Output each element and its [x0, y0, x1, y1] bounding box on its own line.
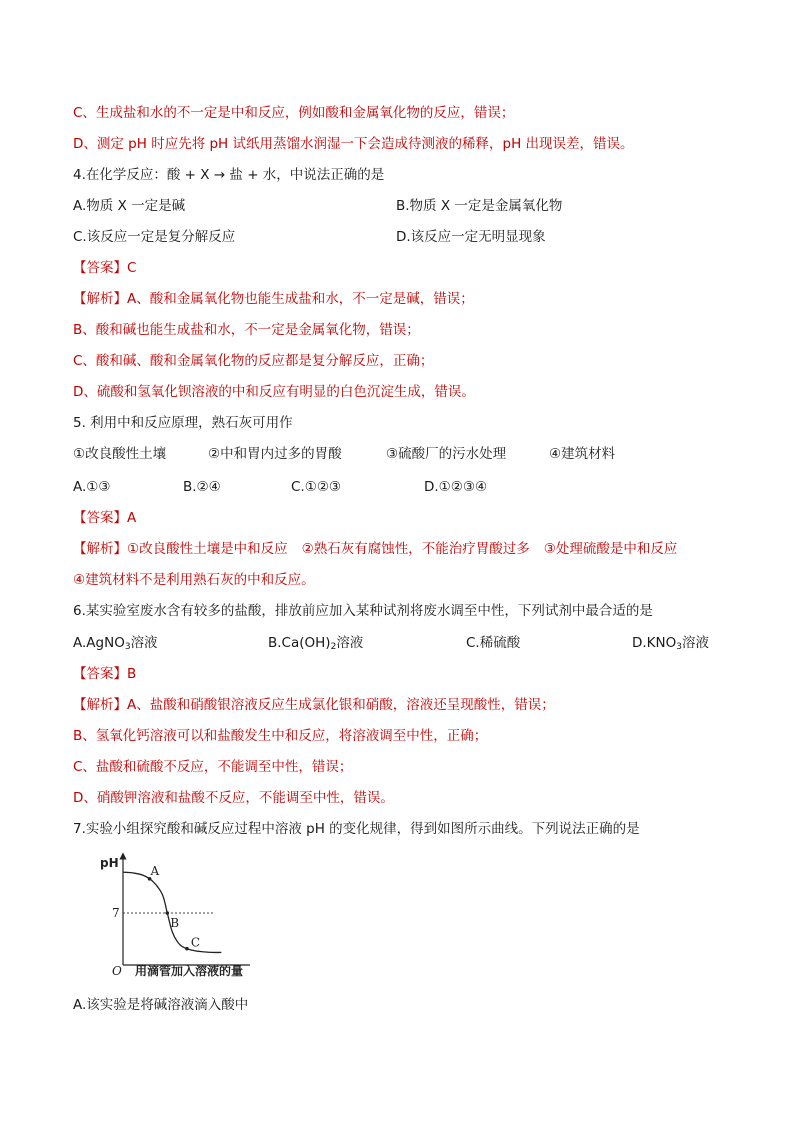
- curve-point-label-a: A: [150, 863, 160, 878]
- q4-analysis-a: [73, 290, 474, 308]
- q4-option-b: B.物质 X 一定是金属氧化物: [396, 198, 563, 214]
- option-text: A.AgNO: [73, 635, 125, 651]
- ph-curve-chart: [100, 850, 290, 980]
- analysis-text: A、盐酸和硝酸银溶液反应生成氯化银和硝酸，溶液还呈现酸性，错误；: [127, 697, 555, 713]
- curve-point-label-b: B: [170, 916, 180, 930]
- q5-analysis: [73, 540, 677, 558]
- q5-answer: [73, 509, 136, 527]
- y-axis-label: pH: [100, 856, 119, 870]
- q4-analysis-b: B、酸和碱也能生成盐和水，不一定是金属氧化物，错误；: [73, 322, 420, 338]
- q6-stem: 6.某实验室废水含有较多的盐酸，排放前应加入某种试剂将废水调至中性，下列试剂中最合适的是: [73, 603, 653, 619]
- q6-analysis-a: [73, 696, 555, 714]
- q6-analysis-d: D、硝酸钾溶液和盐酸不反应，不能调至中性，错误。: [73, 790, 394, 806]
- q4-option-c: C.该反应一定是复分解反应: [73, 229, 236, 245]
- q4-option-d: D.该反应一定无明显现象: [396, 229, 546, 245]
- q4-answer: [73, 259, 136, 277]
- q5-item-3: ③硫酸厂的污水处理: [386, 446, 507, 462]
- answer-value: B: [127, 666, 137, 682]
- q3-analysis-d: D、测定 pH 时应先将 pH 试纸用蒸馏水润湿一下会造成待测液的稀释，pH 出现误差，错误。: [73, 136, 634, 152]
- q5-item-1: ①改良酸性土壤: [73, 446, 167, 462]
- q5-option-c: C.①②③: [291, 479, 342, 495]
- q5-stem: 5. 利用中和反应原理，熟石灰可用作: [73, 415, 293, 431]
- answer-value: A: [127, 510, 137, 526]
- curve-point-c: [185, 947, 189, 951]
- curve-point-label-c: C: [190, 935, 201, 950]
- analysis-tag: 【解析】: [73, 697, 127, 713]
- q6-option-b: [268, 634, 363, 656]
- option-subscript: 3: [124, 642, 131, 652]
- q5-item-2: ②中和胃内过多的胃酸: [208, 446, 342, 462]
- option-text: 溶液: [130, 635, 158, 651]
- q6-answer: [73, 665, 136, 683]
- answer-tag: 【答案】: [73, 510, 127, 526]
- q4-option-a: A.物质 X 一定是碱: [73, 198, 186, 214]
- ph7-tick-label: 7: [112, 906, 120, 920]
- curve-point-b: [165, 911, 169, 915]
- option-subscript: 2: [330, 642, 337, 652]
- q5-item-4: ④建筑材料: [549, 446, 616, 462]
- q4-analysis-d: D、硫酸和氢氧化钡溶液的中和反应有明显的白色沉淀生成，错误。: [73, 384, 475, 400]
- q7-stem: 7.实验小组探究酸和碱反应过程中溶液 pH 的变化规律，得到如图所示曲线。下列说法正确的是: [73, 821, 640, 837]
- option-subscript: 3: [676, 642, 682, 652]
- answer-value: C: [127, 260, 137, 276]
- analysis-tag: 【解析】: [73, 541, 127, 557]
- q6-option-a: [73, 634, 158, 656]
- q5-option-b: B.②④: [183, 479, 221, 495]
- option-text: 溶液: [336, 635, 364, 651]
- q6-analysis-b: B、氢氧化钙溶液可以和盐酸发生中和反应，将溶液调至中性，正确；: [73, 728, 488, 744]
- analysis-item-3: ③处理硫酸是中和反应: [543, 541, 678, 557]
- q4-stem: 4.在化学反应：酸 + X → 盐 + 水，中说法正确的是: [73, 167, 385, 183]
- q5-option-a: A.①③: [73, 479, 111, 495]
- origin-label: O: [112, 964, 122, 978]
- analysis-item-1: ①改良酸性土壤是中和反应: [127, 541, 288, 557]
- q6-analysis-c: C、盐酸和硫酸不反应，不能调至中性，错误；: [73, 759, 353, 775]
- option-text: D.KNO: [632, 635, 677, 651]
- q3-analysis-c: C、生成盐和水的不一定是中和反应，例如酸和金属氧化物的反应，错误；: [73, 105, 515, 121]
- q4-analysis-c: C、酸和碱、酸和金属氧化物的反应都是复分解反应，正确；: [73, 353, 434, 369]
- analysis-item-2: ②熟石灰有腐蚀性，不能治疗胃酸过多: [301, 541, 530, 557]
- q5-option-d: D.①②③④: [424, 479, 488, 495]
- analysis-text: A、酸和金属氧化物也能生成盐和水，不一定是碱，错误；: [127, 291, 474, 307]
- analysis-tag: 【解析】: [73, 291, 127, 307]
- q6-option-c: C.稀硫酸: [466, 635, 521, 651]
- answer-tag: 【答案】: [73, 666, 127, 682]
- ph-curve: [123, 872, 221, 952]
- q7-option-a: A.该实验是将碱溶液滴入酸中: [73, 997, 249, 1013]
- answer-tag: 【答案】: [73, 260, 127, 276]
- option-text: B.Ca(OH): [268, 635, 331, 651]
- q6-option-d: [632, 634, 709, 656]
- x-axis-label: 用滴管加入溶液的量: [135, 964, 244, 978]
- q5-analysis-4: ④建筑材料不是利用熟石灰的中和反应。: [73, 572, 315, 588]
- option-text: 溶液: [682, 635, 709, 651]
